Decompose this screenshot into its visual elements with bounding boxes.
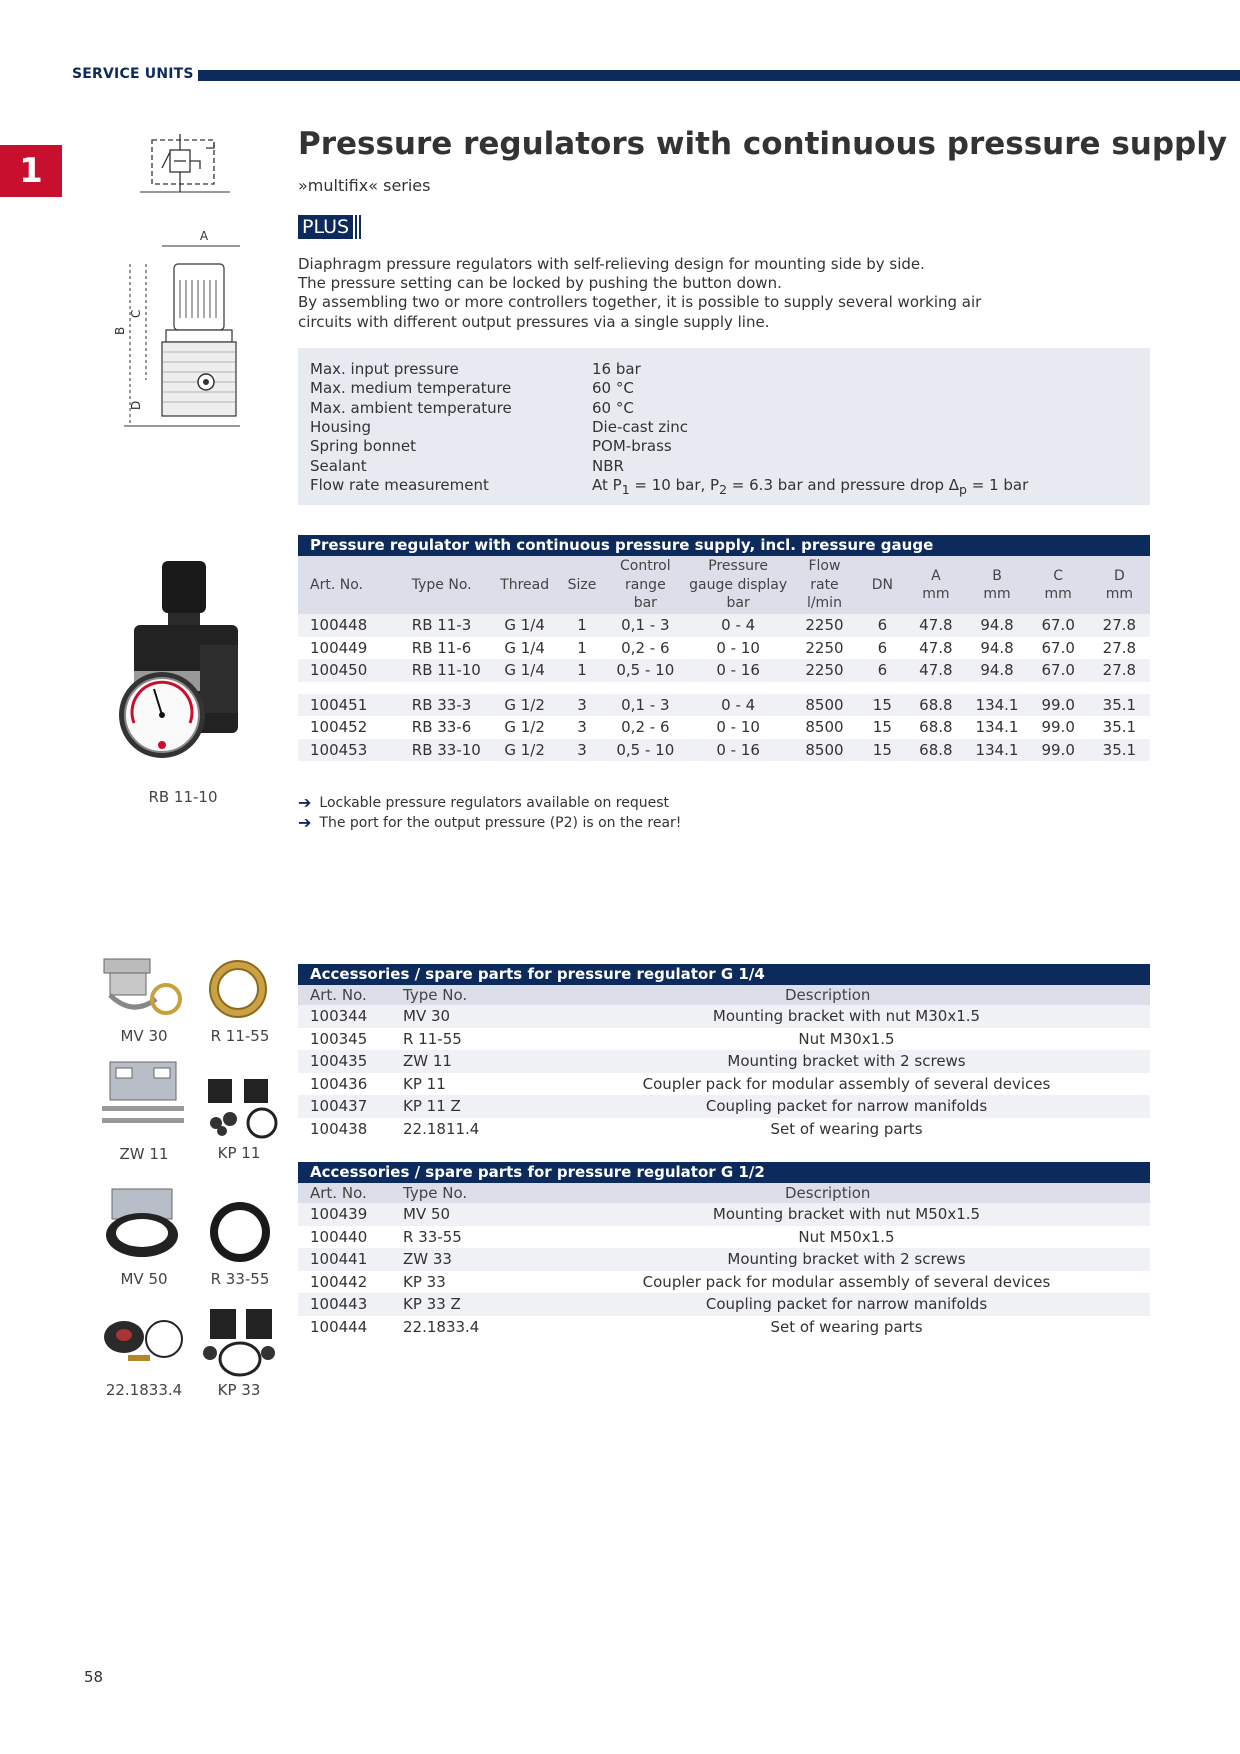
table-cell: 100442 [310,1272,368,1291]
note-lockable: ➔ Lockable pressure regulators available on request [298,793,670,812]
section-label: SERVICE UNITS [72,66,194,82]
table-row [298,1028,1150,1051]
col-a: A mm [922,567,950,602]
table-cell: G 1/4 [504,616,545,635]
table-cell: 15 [872,740,892,759]
table-cell: 0,1 - 3 [621,616,670,635]
table-cell: 100441 [310,1250,368,1269]
page-number: 58 [84,1668,104,1686]
table-cell: RB 33-3 [411,695,472,714]
table-cell: 100344 [310,1007,368,1026]
mv30-bracket-icon [100,955,185,1025]
plus-badge [298,215,361,239]
table-cell: 100443 [310,1295,368,1314]
table-cell: 100436 [310,1074,368,1093]
page-title: Pressure regulators with continuous pressure supply [298,126,1228,162]
table-cell: Nut M50x1.5 [798,1227,895,1246]
table-header-row: Art. No. Type No. Description [298,1183,1150,1203]
table-cell: 0 - 4 [721,616,756,635]
table-cell: RB 33-10 [411,740,481,759]
table-cell: 0,2 - 6 [621,638,670,657]
table-cell: MV 50 [403,1205,451,1224]
table-cell: 27.8 [1102,616,1137,635]
table-row [298,1118,1150,1141]
group-spacer [298,682,1150,694]
table-cell: 94.8 [980,661,1014,680]
table-row [298,1203,1150,1226]
table-row [298,614,1150,637]
table-cell: Nut M30x1.5 [798,1029,895,1048]
col-type-no: Type No. [411,576,472,593]
table-cell: 6 [877,661,888,680]
chapter-tab: 1 [0,145,62,197]
description-line: The pressure setting can be locked by pushing the button down. [298,274,782,293]
caption-221833: 22.1833.4 [105,1381,183,1399]
mv50-bracket-icon [104,1185,184,1265]
table-row [298,1226,1150,1249]
table-cell: 0,5 - 10 [616,740,675,759]
table-cell: 100437 [310,1097,368,1116]
table-cell: 0 - 4 [721,695,756,714]
r3355-nut-icon [200,1198,280,1266]
table-cell: 1 [577,661,587,680]
table-row [298,739,1150,762]
table-row [298,1005,1150,1028]
table-cell: 0,1 - 3 [621,695,670,714]
table-cell: Set of wearing parts [770,1119,923,1138]
table-cell: 8500 [805,695,844,714]
col-size: Size [567,576,597,593]
table-cell: Set of wearing parts [770,1317,923,1336]
col-control-range: Control range bar [620,558,671,612]
dim-label-b: B [113,326,127,335]
table-cell: 99.0 [1041,740,1075,759]
table-row [298,637,1150,660]
table-cell: G 1/4 [504,638,545,657]
dim-label-c: C [129,309,143,318]
flow-rate-measurement: At $P_1 = 10$ bar, $P_2 = 6.3$ bar and pressure drop $\Delta_p = 1$ bar [592,475,1029,497]
table-cell: 68.8 [919,740,953,759]
product-caption: RB 11-10 [148,788,218,806]
table-cell: 2250 [805,616,844,635]
table-cell: 68.8 [919,718,953,737]
table-cell: 0 - 10 [716,718,760,737]
dim-label-a: A [199,230,209,243]
table-cell: 27.8 [1102,638,1137,657]
spec-box: Max. input pressure 16 bar Max. medium temperature 60 °C Max. ambient temperature 60 °C Housing Die-cast zinc Spring bonnet POM-brass Sealant NBR Flow rate measurement At $P_1 = 10$ bar, $P_2 = 6.3$ bar and pressure drop $\Delta_p = 1$ bar [298,348,1150,505]
table-cell: KP 11 [403,1074,446,1093]
pressure-regulator-photo-icon [110,555,260,775]
table-cell: 100450 [310,661,368,680]
table-cell: 100452 [310,718,368,737]
table-cell: 100440 [310,1227,368,1246]
table-cell: 35.1 [1102,718,1137,737]
table-cell: KP 33 Z [403,1295,461,1314]
table-cell: KP 11 Z [403,1097,461,1116]
table-cell: 22.1811.4 [403,1119,480,1138]
table-cell: 134.1 [975,718,1019,737]
table-cell: RB 11-3 [411,616,472,635]
table-row [298,1073,1150,1096]
table-cell: 68.8 [919,695,953,714]
table-row [298,1293,1150,1316]
dimension-drawing-icon [110,230,255,430]
kp33-coupler-icon [196,1305,286,1380]
table-cell: 67.0 [1041,638,1075,657]
table-cell: G 1/4 [504,661,545,680]
wearing-parts-icon [100,1315,190,1375]
table-cell: 0 - 16 [716,661,760,680]
table-cell: 8500 [805,718,844,737]
table-cell: Mounting bracket with nut M50x1.5 [712,1205,981,1224]
col-dn: DN [871,576,893,593]
table-header-row: Art. No. Type No. Description [298,985,1150,1005]
table-cell: KP 33 [403,1272,446,1291]
table-cell: 1 [577,638,587,657]
table-cell: 47.8 [919,661,953,680]
table-row [298,716,1150,739]
table-cell: 15 [872,695,892,714]
description-line: circuits with different output pressures via a single supply line. [298,312,770,331]
col-thread: Thread [500,576,550,593]
dim-label-d: D [129,400,143,410]
table-cell: 100345 [310,1029,368,1048]
series-subtitle: »multifix« series [298,176,431,195]
table-cell: G 1/2 [504,695,545,714]
table-cell: Mounting bracket with 2 screws [727,1052,966,1071]
caption-kp11: KP 11 [217,1144,261,1162]
table-row [298,1316,1150,1339]
table-cell: 1 [577,616,587,635]
caption-r3355: R 33-55 [210,1270,270,1288]
accessories-g14-title: Accessories / spare parts for pressure regulator G 1/4 [298,964,1150,985]
caption-mv30: MV 30 [120,1027,168,1045]
col-b: B mm [983,567,1011,602]
table-cell: G 1/2 [504,740,545,759]
accessories-g12-table [298,1162,1150,1338]
r1155-nut-icon [198,955,278,1025]
table-row [298,694,1150,717]
table-cell: 2250 [805,661,844,680]
table-cell: Coupling packet for narrow manifolds [705,1295,988,1314]
note-port: ➔ The port for the output pressure (P2) is on the rear! [298,813,682,832]
table-cell: 3 [577,740,587,759]
table-row [298,1095,1150,1118]
table-row [298,1248,1150,1271]
table-cell: 2250 [805,638,844,657]
table-cell: G 1/2 [504,718,545,737]
description [298,255,1018,332]
table-cell: 0,2 - 6 [621,718,670,737]
pneumatic-symbol-icon [140,134,230,196]
header-rule [198,70,1240,81]
table-cell: RB 11-6 [411,638,472,657]
table-cell: 99.0 [1041,718,1075,737]
table-cell: 15 [872,718,892,737]
col-art-no: Art. No. [310,576,363,593]
table-cell: R 11-55 [403,1029,462,1048]
description-line: Diaphragm pressure regulators with self-relieving design for mounting side by side. [298,255,925,273]
table-cell: Mounting bracket with 2 screws [727,1250,966,1269]
main-table-header-row [298,556,1150,614]
caption-kp33: KP 33 [217,1381,261,1399]
table-cell: Coupler pack for modular assembly of several devices [642,1272,1051,1291]
table-cell: 100444 [310,1317,368,1336]
arrow-right-icon: ➔ [298,813,312,832]
table-row [298,1271,1150,1294]
table-cell: 3 [577,695,587,714]
table-cell: 100439 [310,1205,368,1224]
table-cell: Coupling packet for narrow manifolds [705,1097,988,1116]
table-row [298,1050,1150,1073]
table-cell: 99.0 [1041,695,1075,714]
col-flow-rate: Flow rate l/min [806,558,842,612]
table-cell: 35.1 [1102,740,1137,759]
table-cell: 6 [877,638,888,657]
table-cell: Coupler pack for modular assembly of several devices [642,1074,1051,1093]
main-table [298,535,1150,761]
table-cell: 100435 [310,1052,368,1071]
table-cell: 100449 [310,638,368,657]
table-cell: 0,5 - 10 [616,661,675,680]
caption-mv50: MV 50 [120,1270,168,1288]
table-cell: 47.8 [919,638,953,657]
accessories-g12-title: Accessories / spare parts for pressure regulator G 1/2 [298,1162,1150,1183]
table-cell: 27.8 [1102,661,1137,680]
table-cell: 8500 [805,740,844,759]
col-d: D mm [1105,567,1134,602]
table-cell: 0 - 10 [716,638,760,657]
main-table-title: Pressure regulator with continuous pressure supply, incl. pressure gauge [298,535,1150,556]
table-cell: 100451 [310,695,368,714]
col-gauge-display: Pressure gauge display bar [689,558,788,612]
caption-r1155: R 11-55 [210,1027,270,1045]
table-cell: 47.8 [919,616,953,635]
table-cell: Mounting bracket with nut M30x1.5 [712,1007,981,1026]
table-cell: 100448 [310,616,368,635]
table-cell: 35.1 [1102,695,1137,714]
zw11-bracket-icon [100,1058,190,1138]
table-cell: 22.1833.4 [403,1317,480,1336]
table-cell: 0 - 16 [716,740,760,759]
table-cell: 134.1 [975,695,1019,714]
table-cell: 134.1 [975,740,1019,759]
table-cell: R 33-55 [403,1227,462,1246]
table-cell: 3 [577,718,587,737]
table-cell: 6 [877,616,888,635]
table-cell: 100438 [310,1119,368,1138]
accessories-g14-table [298,964,1150,1140]
table-cell: 94.8 [980,616,1014,635]
table-cell: 94.8 [980,638,1014,657]
kp11-coupler-icon [196,1075,286,1145]
col-c: C mm [1044,567,1072,602]
table-cell: 67.0 [1041,616,1075,635]
table-cell: MV 30 [403,1007,451,1026]
arrow-right-icon: ➔ [298,793,312,812]
table-row [298,659,1150,682]
table-cell: ZW 11 [403,1052,452,1071]
table-cell: ZW 33 [403,1250,452,1269]
caption-zw11: ZW 11 [119,1145,169,1163]
table-cell: RB 33-6 [411,718,472,737]
plus-badge-label: PLUS [298,215,353,239]
table-cell: RB 11-10 [411,661,481,680]
table-cell: 100453 [310,740,368,759]
table-cell: 67.0 [1041,661,1075,680]
description-line: By assembling two or more controllers together, it is possible to supply several working air [298,293,982,312]
